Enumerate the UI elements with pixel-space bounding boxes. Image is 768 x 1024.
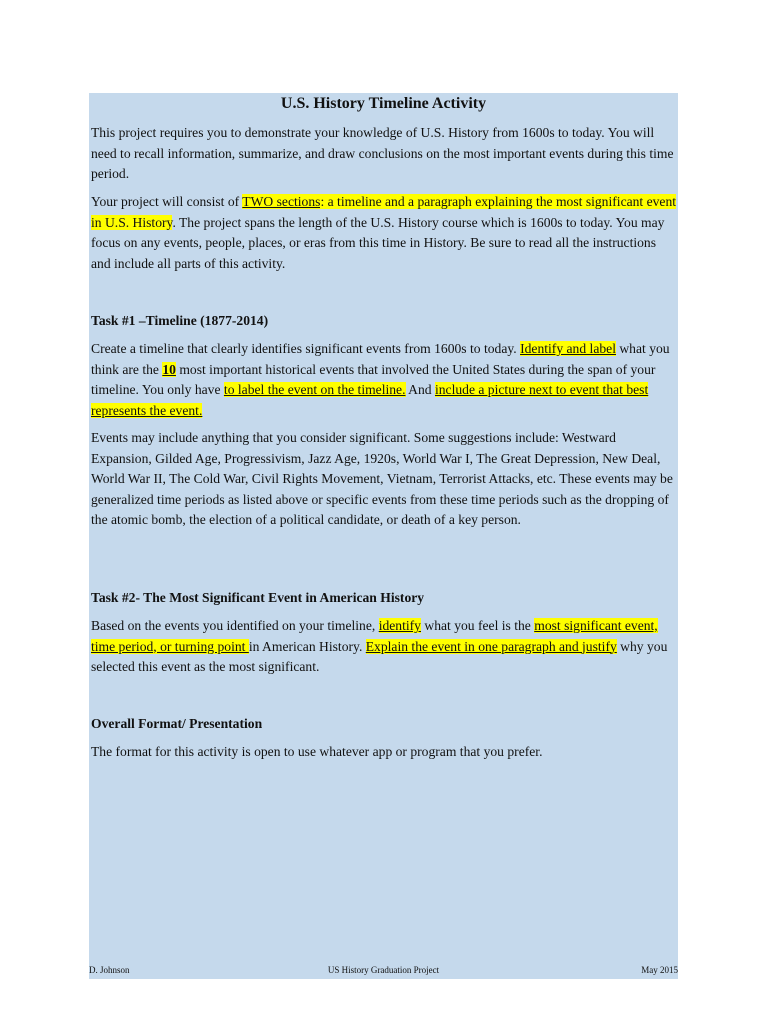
task1-p1-text-b: what you think are the	[91, 341, 670, 377]
highlight-identify: identify	[378, 618, 421, 633]
task2-text-a: Based on the events you identified on your timeline,	[91, 618, 379, 633]
task2-heading: Task #2- The Most Significant Event in American History	[91, 590, 425, 605]
highlight-timeline-paragraph: : a timeline and a paragraph explaining the most significant event in U.S. History	[91, 194, 677, 230]
task2-paragraph	[91, 616, 677, 678]
task1-p1-text-c: most important historical events that involved the United States during the span of your timeline. You only have	[91, 361, 656, 397]
format-heading: Overall Format/ Presentation	[91, 716, 263, 731]
page-title: U.S. History Timeline Activity	[280, 95, 487, 112]
footer-project: US History Graduation Project	[327, 965, 440, 975]
intro-paragraph-1: This project requires you to demonstrate your knowledge of U.S. History from 1600s to today. You will need to recall information, summarize, and draw conclusions on the most important events during this time period.	[91, 125, 674, 181]
task2-text-b: what you feel is the	[420, 618, 535, 633]
task1-p1-text-a: Create a timeline that clearly identifies significant events from 1600s to today.	[91, 341, 521, 356]
task1-paragraph-2: Events may include anything that you consider significant. Some suggestions include: Westward Expansion, Gilded Age, Progressivism, Jazz Age, 1920s, World War I, The Great Depression, New Deal, World War II, The Cold War, Civil Rights Movement, Vietnam, Terrorist Attacks, etc. These events may be generalized time periods as listed above or specific events from these time periods such as the dropping of the atomic bomb, the election of a political candidate, or death of a key person.	[91, 430, 673, 527]
highlight-include-picture: include a picture next to event that best represents the event.	[91, 382, 649, 418]
task1-paragraph-1	[91, 339, 677, 421]
task1-p1-text-d: And	[405, 382, 435, 397]
highlight-two-sections: TWO sections	[242, 194, 321, 209]
intro-paragraph-2	[91, 192, 677, 274]
task2-text-c: in American History.	[248, 638, 366, 654]
intro-p2-text-a: Your project will consist of	[91, 194, 243, 209]
highlight-most-significant: most significant event, time period, or turning point	[91, 618, 658, 654]
format-paragraph: The format for this activity is open to use whatever app or program that you prefer.	[91, 744, 543, 759]
highlight-ten: 10	[162, 361, 176, 377]
highlight-label-event: to label the event on the timeline.	[223, 382, 406, 397]
footer-author: D. Johnson	[89, 965, 130, 975]
highlight-identify-label: Identify and label	[520, 341, 616, 356]
document-page	[89, 93, 678, 979]
intro-p2-text-b: . The project spans the length of the U.S. History course which is 1600s to today. You may focus on any events, people, places, or eras from this time in History. Be sure to read all the instructions and include all parts of this activity.	[91, 214, 665, 271]
task2-text-d: why you selected this event as the most significant.	[91, 638, 668, 674]
footer-date: May 2015	[641, 965, 678, 975]
task1-heading: Task #1 –Timeline (1877-2014)	[91, 313, 269, 328]
highlight-explain-justify: Explain the event in one paragraph and justify	[365, 638, 617, 654]
